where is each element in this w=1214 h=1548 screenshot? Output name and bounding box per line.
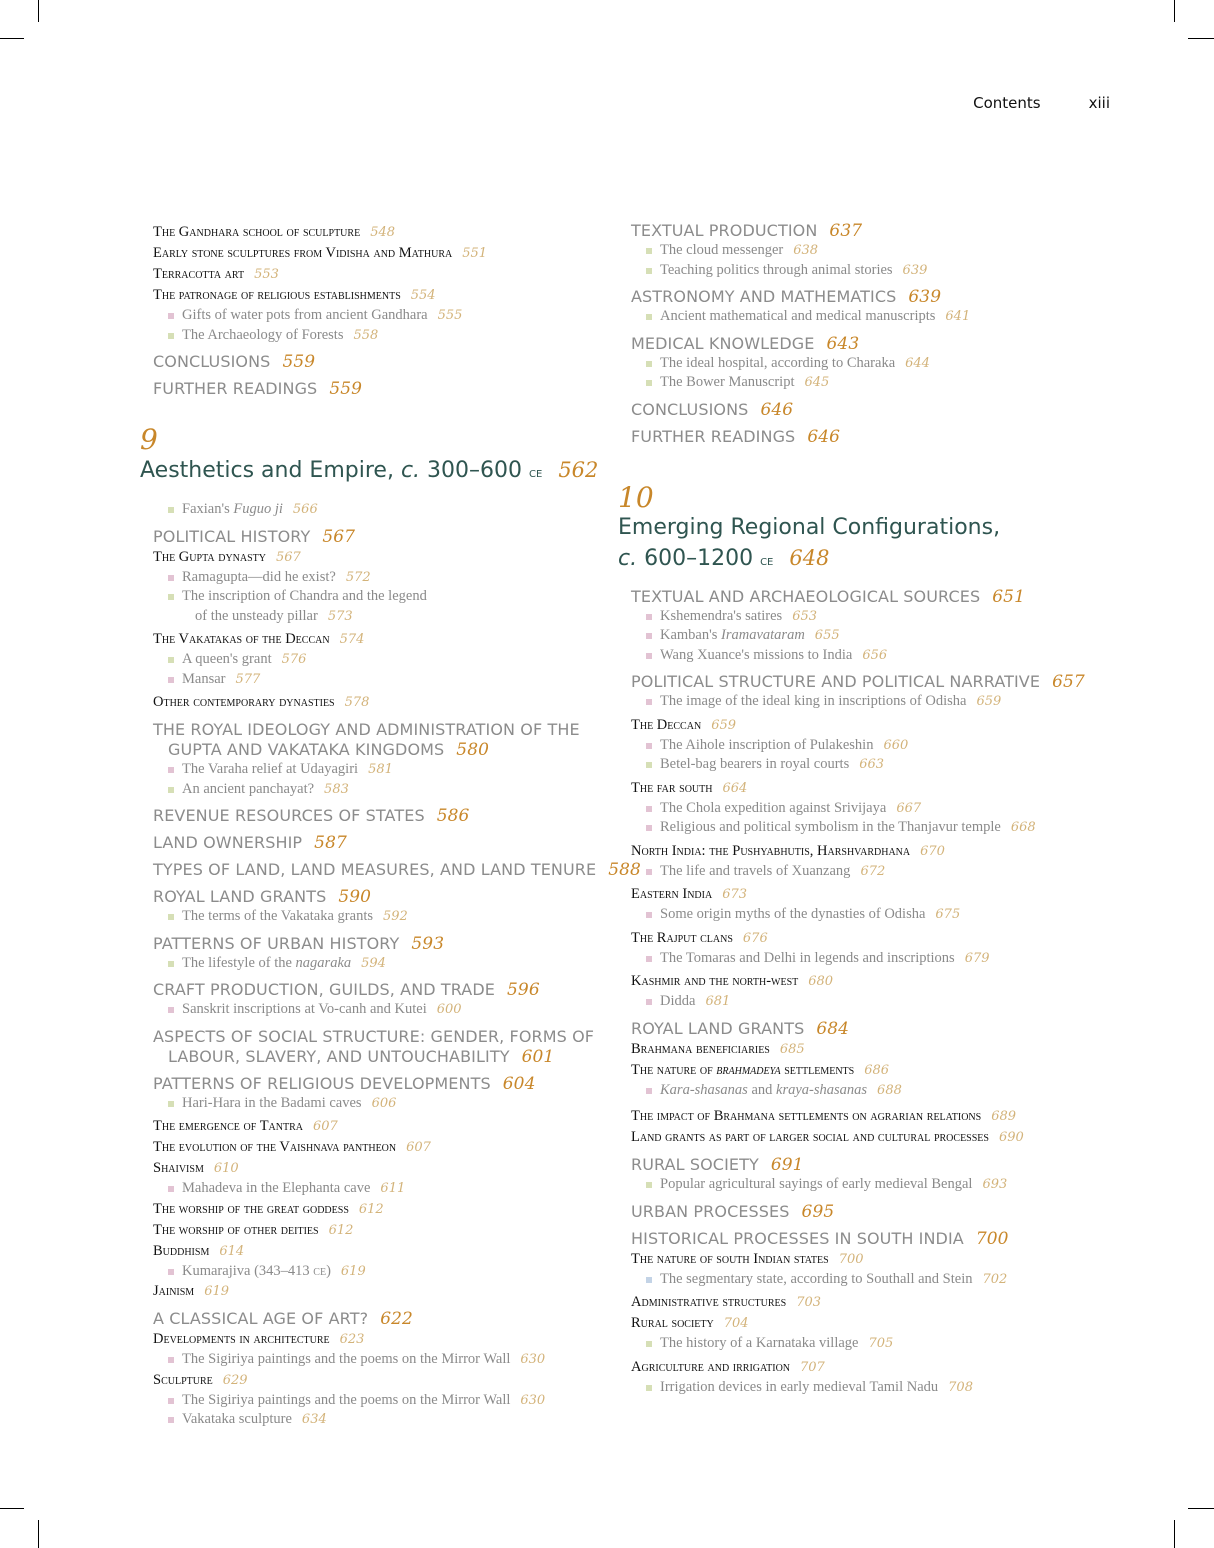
- chapter-title: Emerging Regional Configurations,: [618, 514, 1001, 540]
- crop-mark: [38, 1520, 39, 1548]
- chapter-number: 10: [618, 480, 654, 514]
- toc-box-entry: Faxian's Fuguo ji 566: [168, 500, 600, 520]
- toc-box-entry: Kamban's Iramavataram 655: [646, 626, 1088, 646]
- toc-right-column: [618, 221, 1088, 1397]
- toc-box-entry: The lifestyle of the nagaraka 594: [168, 954, 600, 974]
- toc-box-entry: Ancient mathematical and medical manuscripts 641: [646, 307, 1088, 327]
- running-header: [973, 94, 1110, 112]
- toc-box-entry: The life and travels of Xuanzang 672: [646, 862, 1088, 882]
- toc-box-entry: The Aihole inscription of Pulakeshin 660: [646, 736, 1088, 756]
- toc-section: ASTRONOMY AND MATHEMATICS 639: [631, 287, 942, 307]
- toc-section: POLITICAL STRUCTURE AND POLITICAL NARRATIVE 657: [631, 672, 1085, 692]
- crop-mark: [1174, 0, 1175, 22]
- toc-section: RURAL SOCIETY 691: [631, 1155, 804, 1175]
- toc-entry: Sculpture 629: [153, 1371, 248, 1388]
- toc-box-entry: Some origin myths of the dynasties of Odisha 675: [646, 905, 1088, 925]
- toc-entry: Early stone sculptures from Vidisha and Mathura 551: [153, 245, 488, 261]
- toc-section: PATTERNS OF URBAN HISTORY 593: [153, 933, 445, 954]
- toc-section: MEDICAL KNOWLEDGE 643: [631, 333, 860, 354]
- toc-box-entry: The ideal hospital, according to Charaka 644: [646, 354, 1088, 374]
- toc-box-entry: Sanskrit inscriptions at Vo-canh and Kutei 600: [168, 1000, 600, 1020]
- toc-entry: The emergence of Tantra 607: [153, 1118, 338, 1134]
- running-title: Contents: [973, 94, 1041, 112]
- toc-box-entry: Teaching politics through animal stories 639: [646, 261, 1088, 281]
- toc-box-entry: The Bower Manuscript 645: [646, 373, 1088, 393]
- toc-entry: The worship of other deities 612: [153, 1221, 354, 1238]
- toc-box-entry: Kumarajiva (343–413 ce) 619: [168, 1262, 600, 1282]
- crop-mark: [1188, 1508, 1214, 1509]
- toc-entry: Agriculture and irrigation 707: [631, 1358, 825, 1375]
- toc-section: TEXTUAL PRODUCTION 637: [631, 221, 863, 241]
- toc-section: CONCLUSIONS 646: [631, 399, 794, 420]
- toc-box-entry: Hari-Hara in the Badami caves 606: [168, 1094, 600, 1114]
- toc-box-entry: Didda 681: [646, 992, 1088, 1012]
- toc-box-entry: A queen's grant 576: [168, 650, 600, 670]
- toc-section: PATTERNS OF RELIGIOUS DEVELOPMENTS 604: [153, 1073, 536, 1094]
- toc-entry: The evolution of the Vaishnava pantheon 607: [153, 1139, 431, 1155]
- toc-entry: The nature of brahmadeya settlements 686: [631, 1061, 890, 1078]
- toc-section: ROYAL LAND GRANTS 684: [631, 1018, 850, 1039]
- toc-box-entry: Mansar 577: [168, 670, 600, 690]
- toc-section: LAND OWNERSHIP 587: [153, 833, 347, 853]
- toc-entry: Other contemporary dynasties 578: [153, 694, 370, 710]
- toc-section: POLITICAL HISTORY 567: [153, 526, 356, 547]
- toc-box-entry: Irrigation devices in early medieval Tamil Nadu 708: [646, 1378, 1088, 1398]
- toc-box-entry: Religious and political symbolism in the Thanjavur temple 668: [646, 818, 1088, 838]
- toc-box-entry: The Chola expedition against Srivijaya 667: [646, 799, 1088, 819]
- crop-mark: [1188, 38, 1214, 39]
- toc-entry: Administrative structures 703: [631, 1294, 822, 1310]
- toc-box-entry: The Tomaras and Delhi in legends and inscriptions 679: [646, 949, 1088, 969]
- crop-mark: [0, 38, 24, 39]
- toc-box-entry: The Sigiriya paintings and the poems on the Mirror Wall 630: [168, 1391, 600, 1411]
- toc-entry: Brahmana beneficiaries 685: [631, 1040, 805, 1057]
- toc-entry: The Gandhara school of sculpture 548: [153, 224, 396, 240]
- chapter-number: 9: [140, 423, 158, 456]
- toc-section: ROYAL LAND GRANTS 590: [153, 887, 372, 907]
- toc-box-entry: Gifts of water pots from ancient Gandhara 555: [168, 306, 600, 326]
- toc-box-entry: The segmentary state, according to Southall and Stein 702: [646, 1270, 1088, 1290]
- toc-entry: The worship of the great goddess 612: [153, 1200, 384, 1217]
- toc-section: ASPECTS OF SOCIAL STRUCTURE: GENDER, FORMS OF LABOUR, SLAVERY, AND UNTOUCHABILITY 601: [153, 1026, 595, 1067]
- toc-entry: Shaivism 610: [153, 1160, 239, 1176]
- toc-section: FURTHER READINGS 646: [631, 426, 841, 447]
- toc-left-column: [140, 222, 641, 1430]
- toc-box-entry: The Varaha relief at Udayagiri 581: [168, 760, 600, 780]
- toc-section: CRAFT PRODUCTION, GUILDS, AND TRADE 596: [153, 980, 540, 1000]
- chapter-title-line2: c. 600–1200 ce 648: [618, 545, 830, 571]
- crop-mark: [1174, 1520, 1175, 1548]
- toc-entry: Eastern India 673: [631, 886, 748, 902]
- toc-entry: Developments in architecture 623: [153, 1331, 365, 1347]
- toc-section: TYPES OF LAND, LAND MEASURES, AND LAND TENURE 588: [153, 860, 641, 880]
- toc-entry: The Vakatakas of the Deccan 574: [153, 631, 365, 647]
- toc-entry: The nature of south Indian states 700: [631, 1250, 864, 1267]
- toc-entry: The Gupta dynasty 567: [153, 548, 301, 565]
- toc-box-entry: Wang Xuance's missions to India 656: [646, 646, 1088, 666]
- toc-entry: The Deccan 659: [631, 716, 737, 733]
- toc-section: URBAN PROCESSES 695: [631, 1201, 835, 1222]
- toc-entry: Rural society 704: [631, 1315, 749, 1331]
- toc-section: CONCLUSIONS 559: [153, 352, 316, 372]
- toc-section: TEXTUAL AND ARCHAEOLOGICAL SOURCES 651: [631, 586, 1025, 607]
- crop-mark: [38, 0, 39, 22]
- toc-section: HISTORICAL PROCESSES IN SOUTH INDIA 700: [631, 1228, 1009, 1249]
- toc-box-entry: The Archaeology of Forests 558: [168, 326, 600, 346]
- toc-box-entry: An ancient panchayat? 583: [168, 780, 600, 800]
- toc-entry: Jainism 619: [153, 1283, 230, 1299]
- toc-box-entry: The inscription of Chandra and the legend of the unsteady pillar 573: [168, 587, 600, 626]
- toc-entry: Kashmir and the north-west 680: [631, 973, 834, 989]
- toc-entry: Land grants as part of larger social and cultural processes 690: [631, 1129, 1024, 1145]
- toc-entry: The patronage of religious establishments 554: [153, 287, 436, 303]
- toc-box-entry: The history of a Karnataka village 705: [646, 1334, 1088, 1354]
- toc-box-entry: Betel-bag bearers in royal courts 663: [646, 755, 1088, 775]
- toc-section: THE ROYAL IDEOLOGY AND ADMINISTRATION OF THE GUPTA AND VAKATAKA KINGDOMS 580: [153, 720, 580, 760]
- toc-entry: Terracotta art 553: [153, 266, 279, 282]
- chapter-title: Aesthetics and Empire, c. 300–600 ce 562: [140, 458, 599, 483]
- toc-entry: The impact of Brahmana settlements on agrarian relations 689: [631, 1108, 1017, 1124]
- toc-box-entry: The cloud messenger 638: [646, 241, 1088, 261]
- toc-box-entry: The Sigiriya paintings and the poems on the Mirror Wall 630: [168, 1350, 600, 1370]
- toc-section: REVENUE RESOURCES OF STATES 586: [153, 806, 470, 826]
- toc-entry: The Rajput clans 676: [631, 929, 768, 946]
- page-number: xiii: [1088, 94, 1110, 112]
- toc-box-entry: The terms of the Vakataka grants 592: [168, 907, 600, 927]
- toc-box-entry: Mahadeva in the Elephanta cave 611: [168, 1179, 600, 1199]
- toc-box-entry: Kshemendra's satires 653: [646, 607, 1088, 627]
- toc-box-entry: Vakataka sculpture 634: [168, 1410, 600, 1430]
- toc-section: FURTHER READINGS 559: [153, 379, 363, 399]
- toc-box-entry: Kara-shasanas and kraya-shasanas 688: [646, 1081, 1088, 1101]
- toc-box-entry: Popular agricultural sayings of early medieval Bengal 693: [646, 1175, 1088, 1195]
- toc-section: A CLASSICAL AGE OF ART? 622: [153, 1309, 413, 1329]
- crop-mark: [0, 1508, 24, 1509]
- toc-entry: North India: the Pushyabhutis, Harshvardhana 670: [631, 842, 945, 859]
- toc-box-entry: The image of the ideal king in inscriptions of Odisha 659: [646, 692, 1088, 712]
- toc-entry: The far south 664: [631, 779, 748, 796]
- toc-box-entry: Ramagupta—did he exist? 572: [168, 568, 600, 588]
- toc-entry: Buddhism 614: [153, 1242, 245, 1259]
